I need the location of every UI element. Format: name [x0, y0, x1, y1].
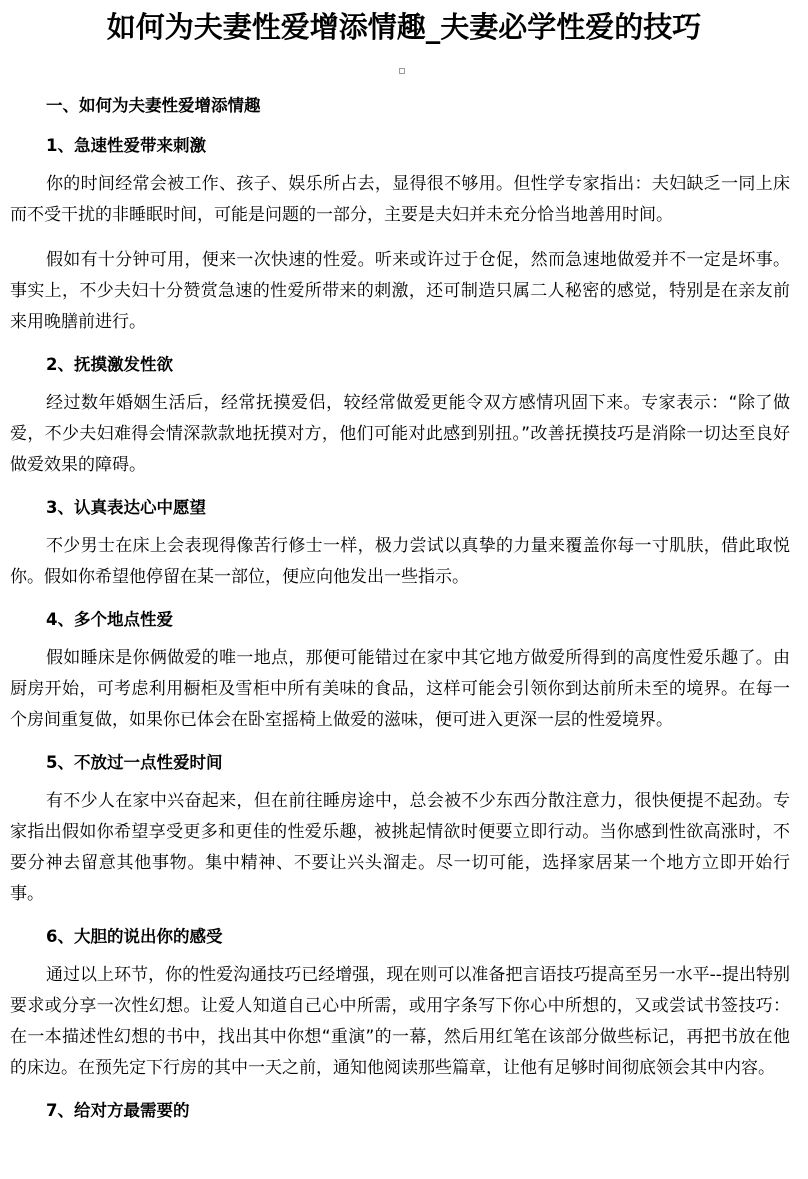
paragraph: 假如睡床是你俩做爱的唯一地点，那便可能错过在家中其它地方做爱所得到的高度性爱乐趣了。由厨房开始，可考虑利用橱柜及雪柜中所有美味的食品，这样可能会引领你到达前所未至的境界。在每一个房间重复做，如果你已体会在卧室摇椅上做爱的滋味，便可进入更深一层的性爱境界。 — [10, 648, 790, 730]
paragraph: 不少男士在床上会表现得像苦行修士一样，极力尝试以真挚的力量来覆盖你每一寸肌肤，借此取悦你。假如你希望他停留在某一部位，便应向他发出一些指示。 — [10, 536, 790, 587]
item-heading-3: 3、认真表达心中愿望 — [46, 498, 206, 517]
paragraph: 有不少人在家中兴奋起来，但在前往睡房途中，总会被不少东西分散注意力，很快便提不起劲。专家指出假如你希望享受更多和更佳的性爱乐趣，被挑起情欲时便要立即行动。当你感到性欲高涨时，不要分神去留意其他事物。集中精神、不要让兴头溜走。尽一切可能，选择家居某一个地方立即开始行事。 — [10, 791, 790, 904]
section-heading: 一、如何为夫妻性爱增添情趣 — [46, 96, 261, 115]
item-heading-7: 7、给对方最需要的 — [46, 1101, 190, 1120]
item-heading-4: 4、多个地点性爱 — [46, 610, 173, 629]
article-body — [10, 93, 790, 1134]
broken-image-icon — [399, 68, 405, 74]
item-heading-5: 5、不放过一点性爱时间 — [46, 753, 223, 772]
item-heading-2: 2、抚摸激发性欲 — [46, 355, 173, 374]
item-heading-6: 6、大胆的说出你的感受 — [46, 927, 223, 946]
paragraph: 经过数年婚姻生活后，经常抚摸爱侣，较经常做爱更能令双方感情巩固下来。专家表示：“除了做爱，不少夫妇难得会情深款款地抚摸对方，他们可能对此感到别扭。”改善抚摸技巧是消除一切达至良好做爱效果的障碍。 — [10, 393, 790, 475]
paragraph: 假如有十分钟可用，便来一次快速的性爱。听来或许过于仓促，然而急速地做爱并不一定是坏事。事实上，不少夫妇十分赞赏急速的性爱所带来的刺激，还可制造只属二人秘密的感觉，特别是在亲友前来用晚膳前进行。 — [10, 250, 790, 332]
document-title: 如何为夫妻性爱增添情趣_夫妻必学性爱的技巧 — [106, 10, 702, 44]
item-heading-1: 1、急速性爱带来刺激 — [46, 136, 206, 155]
paragraph: 你的时间经常会被工作、孩子、娱乐所占去，显得很不够用。但性学专家指出：夫妇缺乏一同上床而不受干扰的非睡眠时间，可能是问题的一部分，主要是夫妇并未充分恰当地善用时间。 — [10, 174, 790, 225]
paragraph: 通过以上环节，你的性爱沟通技巧已经增强，现在则可以准备把言语技巧提高至另一水平--提出特别要求或分享一次性幻想。让爱人知道自己心中所需，或用字条写下你心中所想的，又或尝试书签技巧：在一本描述性幻想的书中，找出其中你想“重演”的一幕，然后用红笔在该部分做些标记，再把书放在他的床边。在预先定下行房的其中一天之前，通知他阅读那些篇章，让他有足够时间彻底领会其中内容。 — [10, 965, 790, 1078]
